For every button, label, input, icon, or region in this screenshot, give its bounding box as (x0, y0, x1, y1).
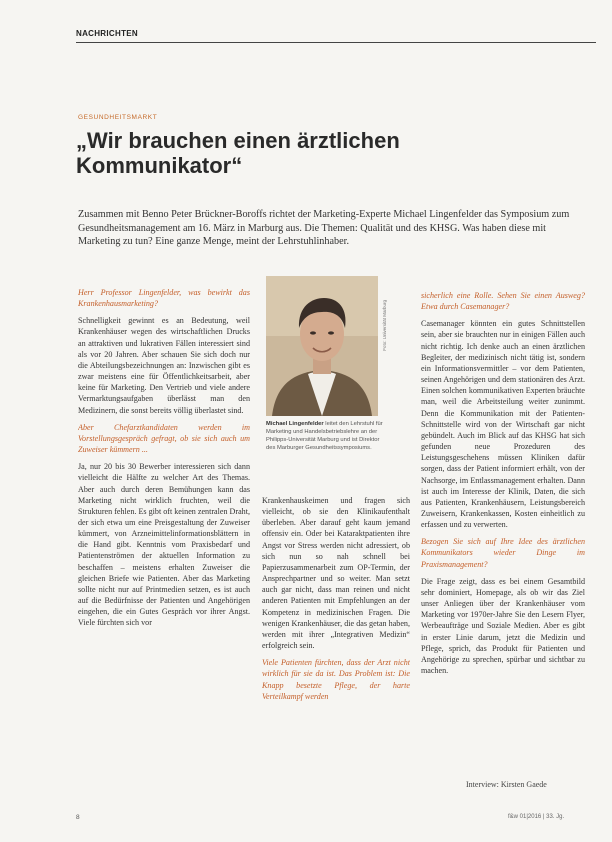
footer-source: f&w 01|2016 | 33. Jg. (508, 814, 565, 820)
caption-text: leitet den Lehrstuhl für Marketing und Handelsbetriebslehre an der Philipps-Universität Marburg und ist Direktor des Marburger Gesundheitssymposiums. (266, 421, 383, 452)
article-headline: „Wir brauchen einen ärztlichen Kommunikator“ (76, 128, 400, 178)
photo-credit: Foto: Universität Marburg (382, 300, 387, 351)
interview-answer: Ja, nur 20 bis 30 Bewerber interessieren sich dann vielleicht die Hälfte zu welcher Art des Themas. Aber auch durch deren Bemühungen kann das Marketing nicht wirklich fruchten, weil die Strukturen fehlen. Es gibt oft keinen zentralen Draht, der sich etwa um eine Preisgestaltung der Zuweiser kümmert, von Arzneimittelinformationsblättern in die Hand gibt. Kenntnis vom Praxisbedarf und Patientenströmen der aktuellen Information zu beschaffen – meistens erhalten Zuweiser die gleichen Briefe wie Patienten. Aber das Marketing sollte nicht nur auf Printmedien setzen, es ist auch auf die Bedürfnisse der Patienten und Angehörigen eingehen, die ein Gutes Gespräch vor ihrer Angst. Viele fürchten sich vor (78, 462, 250, 628)
interview-answer: Schnelligkeit gewinnt es an Bedeutung, weil Krankenhäuser wegen des wirtschaftlichen Drucks an attraktiven und lukrativen Fällen interessiert sind als vor 20 Jahren. Aber schauen Sie sich doch nur die Abteilungsbezeichnungen an: Inzwischen gibt es zwar meistens eine für Öffentlichkeitsarbeit, aber keine für Marketing. Den Vertrieb und viele andere Vermarktungsaufgaben überlässt man den Medizinern, die sonst bereits völlig überlastet sind. (78, 316, 250, 415)
article-kicker: GESUNDHEITSMARKT (78, 114, 158, 121)
caption-name: Michael Lingenfelder (266, 421, 324, 427)
photo-caption (266, 420, 384, 452)
column-2 (262, 495, 410, 830)
interview-answer: Krankenhauskeimen und fragen sich vielleicht, ob sie den Klinikaufenthalt überleben. Aber darauf geht kaum jemand offensiv ein. Oder bei Kataraktpatienten ihre Angst vor Stress werden nicht adressiert, ob sich nun so nah schnell bei Papierzusammenarbeit zum OP-Termin, der Ansprechpartner und so weiter. Man setzt auch gar nicht, dass man reinen und nicht anderen Patienten mit Empfehlungen an der Kompetenz in medizinischen Fragen. Die wenigen Krankenhäuser, die das getan haben, werden mit ihrer „Integrativen Medizin“ erfolgreich sein. (262, 496, 410, 651)
interview-question: Aber Chefarztkandidaten werden im Vorstellungsgespräch gefragt, ob sie sich auch um Zuweiser kümmern ... (78, 422, 250, 455)
interview-credit: Interview: Kirsten Gaede (466, 780, 547, 789)
section-label: NACHRICHTEN (76, 29, 138, 38)
portrait-image (266, 276, 378, 416)
interview-question: Viele Patienten fürchten, dass der Arzt nicht wirklich für sie da ist. Das Problem ist: Die Knapp besetzte Pflege, der harte Verteilkampf werden (262, 658, 410, 701)
column-3 (421, 290, 585, 758)
interview-answer: Casemanager könnten ein gutes Schnittstellen sein, aber sie brauchten nur in einigen Fällen auch nicht richtig. Ich denke auch an einen ärztlichen Begleiter, der medizinisch nicht tätig ist, sondern ein Informationsvermittler – vor dem Patienten, seinen Angehörigen und dem stationären des Arzt. Einen solchen kommunikativen Experten bräuchte man, weil die Arbeitsteilung weiter zunimmt. Denn die Kommunikation mit der Patienten-Schnittstelle wird von der Wirtschaft gar nicht gebündelt. Auch im Blick auf das KHSG hat sich gefunden neue Prozeduren des Leistungsgeschehens müssen Kliniken dafür sorgen, dass der Patient informiert erhält, von der Nachsorge, im Entlassmanagement erhalten. Dann ist auch im Interesse der Klinik, Daten, die sich aus Patienten, Krankenhäusern, Leistungsbereich Zuweisern, Krankenkassen, Kosten einheitlich zu erfassen und zu verwerten. (421, 319, 585, 530)
portrait-photo (266, 276, 378, 416)
page-number: 8 (76, 814, 80, 821)
interview-question: Bezogen Sie sich auf Ihre Idee des ärztlichen Kommunikators wieder Dinge im Praxismanagement? (421, 537, 585, 569)
column-1 (78, 287, 250, 832)
interview-question: Herr Professor Lingenfelder, was bewirkt das Krankenhausmarketing? (78, 288, 250, 309)
article-lead: Zusammen mit Benno Peter Brückner-Boroffs richtet der Marketing-Experte Michael Lingenfelder das Symposium zum Gesundheitsmanagement am 16. März in Marburg aus. Die Themen: Qualität und des KHSG. Was haben diese mit Marketing zu tun? Eine ganze Menge, meint der Lehrstuhlinhaber. (78, 209, 570, 247)
interview-answer: Die Frage zeigt, dass es bei einem Gesamtbild sehr dominiert, Homepage, als ob wir das Ziel unser Anliegen über der Krankenhäuser vom Marketing vor 1970er-Jahre Sie den Lesern Flyer, Werbeaufträge und Soziale Medien. Aber es gibt in erster Linie darum, jetzt die Medizin und Pflege, sprich, das Produkt für Patienten und Angehörige zu sprechen, spürbar und sichtbar zu machen. (421, 576, 585, 675)
header-rule (76, 42, 596, 43)
interview-question: sicherlich eine Rolle. Sehen Sie einen Ausweg? Etwa durch Casemanager? (421, 291, 585, 312)
